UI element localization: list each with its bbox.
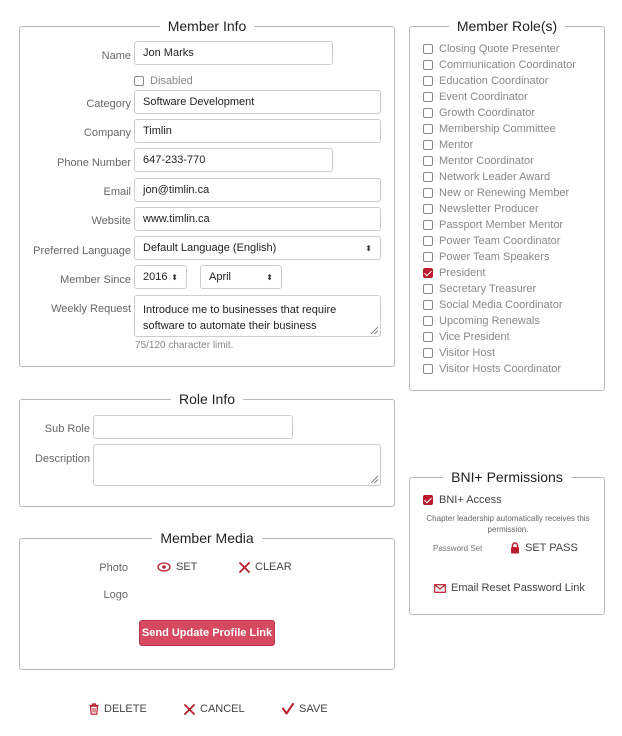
role-label: Visitor Host bbox=[439, 347, 496, 359]
role-checkbox-row[interactable] bbox=[423, 74, 548, 88]
role-checkbox[interactable] bbox=[423, 44, 433, 54]
role-checkbox-row[interactable] bbox=[423, 330, 510, 344]
company-label: Company bbox=[83, 127, 131, 139]
role-checkbox[interactable] bbox=[423, 108, 433, 118]
set-pass-button[interactable] bbox=[510, 542, 578, 554]
role-label: Power Team Speakers bbox=[439, 251, 550, 263]
email-reset-label: Email Reset Password Link bbox=[451, 582, 585, 594]
logo-label: Logo bbox=[103, 589, 128, 601]
photo-set-button[interactable] bbox=[157, 561, 197, 573]
select-arrows-icon: ⬍ bbox=[266, 272, 273, 282]
phone-input[interactable]: 647-233-770 bbox=[134, 148, 333, 172]
role-checkbox[interactable] bbox=[423, 124, 433, 134]
close-icon bbox=[239, 562, 250, 573]
since-month-value: April bbox=[209, 271, 232, 283]
cancel-label: CANCEL bbox=[200, 703, 245, 715]
email-label: Email bbox=[103, 186, 131, 198]
role-checkbox[interactable] bbox=[423, 332, 433, 342]
photo-label: Photo bbox=[99, 562, 128, 574]
select-arrows-icon: ⬍ bbox=[171, 272, 178, 282]
role-checkbox[interactable] bbox=[423, 140, 433, 150]
bni-access-checkbox[interactable] bbox=[423, 495, 433, 505]
role-checkbox[interactable] bbox=[423, 92, 433, 102]
member-media-legend: Member Media bbox=[160, 530, 254, 546]
disabled-checkbox-row[interactable] bbox=[134, 75, 193, 87]
password-set-label: Password Set bbox=[433, 544, 483, 553]
role-label: Membership Committee bbox=[439, 123, 556, 135]
role-label: Communication Coordinator bbox=[439, 59, 576, 71]
weekly-request-label: Weekly Request bbox=[51, 303, 131, 315]
role-checkbox-row[interactable] bbox=[423, 282, 536, 296]
photo-clear-button[interactable] bbox=[239, 561, 292, 573]
role-label: Power Team Coordinator bbox=[439, 235, 561, 247]
language-select[interactable] bbox=[134, 236, 381, 260]
language-label: Preferred Language bbox=[33, 245, 131, 257]
member-roles-legend: Member Role(s) bbox=[456, 18, 558, 34]
role-label: President bbox=[439, 267, 486, 279]
close-icon bbox=[184, 704, 195, 715]
bni-permissions-legend: BNI+ Permissions bbox=[451, 469, 563, 485]
role-checkbox-row[interactable] bbox=[423, 186, 569, 200]
since-month-select[interactable] bbox=[200, 265, 282, 289]
role-checkbox[interactable] bbox=[423, 172, 433, 182]
sub-role-input[interactable] bbox=[93, 415, 293, 439]
role-checkbox[interactable] bbox=[423, 348, 433, 358]
delete-button[interactable] bbox=[89, 703, 147, 715]
resize-handle-icon[interactable] bbox=[371, 327, 378, 334]
role-checkbox-row[interactable] bbox=[423, 250, 549, 264]
role-checkbox-row[interactable] bbox=[423, 90, 528, 104]
role-label: Vice President bbox=[439, 331, 510, 343]
website-label: Website bbox=[91, 215, 131, 227]
role-checkbox[interactable] bbox=[423, 268, 433, 278]
lock-icon bbox=[510, 542, 520, 554]
photo-set-label: SET bbox=[176, 561, 198, 573]
role-checkbox[interactable] bbox=[423, 204, 433, 214]
role-label: Newsletter Producer bbox=[439, 203, 539, 215]
role-checkbox[interactable] bbox=[423, 316, 433, 326]
member-info-legend: Member Info bbox=[167, 18, 247, 34]
envelope-icon bbox=[434, 584, 446, 593]
eye-icon bbox=[157, 562, 171, 572]
role-checkbox-row[interactable] bbox=[423, 42, 559, 56]
role-checkbox[interactable] bbox=[423, 60, 433, 70]
role-checkbox[interactable] bbox=[423, 188, 433, 198]
since-year-select[interactable] bbox=[134, 265, 187, 289]
website-input[interactable]: www.timlin.ca bbox=[134, 207, 381, 231]
role-info-legend: Role Info bbox=[178, 391, 236, 407]
role-checkbox[interactable] bbox=[423, 236, 433, 246]
bni-access-label: BNI+ Access bbox=[439, 494, 502, 506]
email-input[interactable]: jon@timlin.ca bbox=[134, 178, 381, 202]
disabled-checkbox[interactable] bbox=[134, 76, 144, 86]
roles-list bbox=[409, 42, 605, 382]
role-label: Mentor bbox=[439, 139, 474, 151]
role-checkbox-row[interactable] bbox=[423, 170, 550, 184]
role-label: New or Renewing Member bbox=[439, 187, 570, 199]
role-label: Passport Member Mentor bbox=[439, 219, 564, 231]
role-checkbox-row[interactable] bbox=[423, 266, 485, 280]
role-checkbox-row[interactable] bbox=[423, 314, 540, 328]
since-year-value: 2016 bbox=[143, 271, 168, 283]
phone-label: Phone Number bbox=[57, 157, 131, 169]
role-checkbox-row[interactable] bbox=[423, 362, 561, 376]
send-update-profile-link-button[interactable]: Send Update Profile Link bbox=[139, 620, 275, 646]
category-input[interactable]: Software Development bbox=[134, 90, 381, 114]
resize-handle-icon[interactable] bbox=[371, 476, 378, 483]
photo-clear-label: CLEAR bbox=[255, 561, 292, 573]
role-checkbox-row[interactable] bbox=[423, 106, 535, 120]
sub-role-label: Sub Role bbox=[44, 423, 90, 435]
cancel-button[interactable] bbox=[184, 703, 245, 715]
role-checkbox-row[interactable] bbox=[423, 218, 563, 232]
role-label: Growth Coordinator bbox=[439, 107, 535, 119]
weekly-request-line2: software to automate their business bbox=[143, 320, 317, 332]
select-arrows-icon: ⬍ bbox=[365, 243, 372, 253]
save-label: SAVE bbox=[299, 703, 328, 715]
disabled-label: Disabled bbox=[150, 75, 193, 87]
bni-access-checkbox-row[interactable] bbox=[423, 494, 502, 506]
role-label: Event Coordinator bbox=[439, 91, 528, 103]
role-checkbox-row[interactable] bbox=[423, 298, 563, 312]
trash-icon bbox=[89, 703, 99, 715]
role-checkbox-row[interactable] bbox=[423, 122, 556, 136]
role-checkbox[interactable] bbox=[423, 284, 433, 294]
char-limit-text: 75/120 character limit. bbox=[135, 340, 234, 351]
role-checkbox-row[interactable] bbox=[423, 234, 560, 248]
since-label: Member Since bbox=[60, 274, 131, 286]
category-label: Category bbox=[86, 98, 131, 110]
role-label: Secretary Treasurer bbox=[439, 283, 537, 295]
description-textarea[interactable] bbox=[93, 444, 381, 486]
checkmark-icon bbox=[282, 703, 294, 715]
role-label: Visitor Hosts Coordinator bbox=[439, 363, 562, 375]
weekly-request-textarea[interactable] bbox=[134, 295, 381, 337]
company-input[interactable]: Timlin bbox=[134, 119, 381, 143]
role-checkbox[interactable] bbox=[423, 156, 433, 166]
role-checkbox[interactable] bbox=[423, 364, 433, 374]
delete-label: DELETE bbox=[104, 703, 147, 715]
role-label: Education Coordinator bbox=[439, 75, 549, 87]
weekly-request-line1: Introduce me to businesses that require bbox=[143, 304, 337, 316]
role-checkbox-row[interactable] bbox=[423, 202, 539, 216]
role-checkbox[interactable] bbox=[423, 300, 433, 310]
role-label: Social Media Coordinator bbox=[439, 299, 563, 311]
name-input[interactable]: Jon Marks bbox=[134, 41, 333, 65]
role-label: Network Leader Award bbox=[439, 171, 551, 183]
role-label: Mentor Coordinator bbox=[439, 155, 534, 167]
description-label: Description bbox=[34, 453, 90, 465]
language-value: Default Language (English) bbox=[143, 242, 277, 254]
role-checkbox-row[interactable] bbox=[423, 346, 495, 360]
set-pass-label: SET PASS bbox=[525, 542, 578, 554]
leadership-permission-note: Chapter leadership automatically receives this permission. bbox=[426, 514, 590, 534]
role-label: Upcoming Renewals bbox=[439, 315, 540, 327]
role-checkbox[interactable] bbox=[423, 252, 433, 262]
name-label: Name bbox=[101, 50, 131, 62]
email-reset-password-link[interactable] bbox=[434, 582, 585, 594]
save-button[interactable] bbox=[282, 703, 328, 715]
role-checkbox[interactable] bbox=[423, 76, 433, 86]
role-label: Closing Quote Presenter bbox=[439, 43, 560, 55]
role-checkbox-row[interactable] bbox=[423, 138, 473, 152]
role-checkbox-row[interactable] bbox=[423, 154, 534, 168]
role-checkbox[interactable] bbox=[423, 220, 433, 230]
role-checkbox-row[interactable] bbox=[423, 58, 576, 72]
